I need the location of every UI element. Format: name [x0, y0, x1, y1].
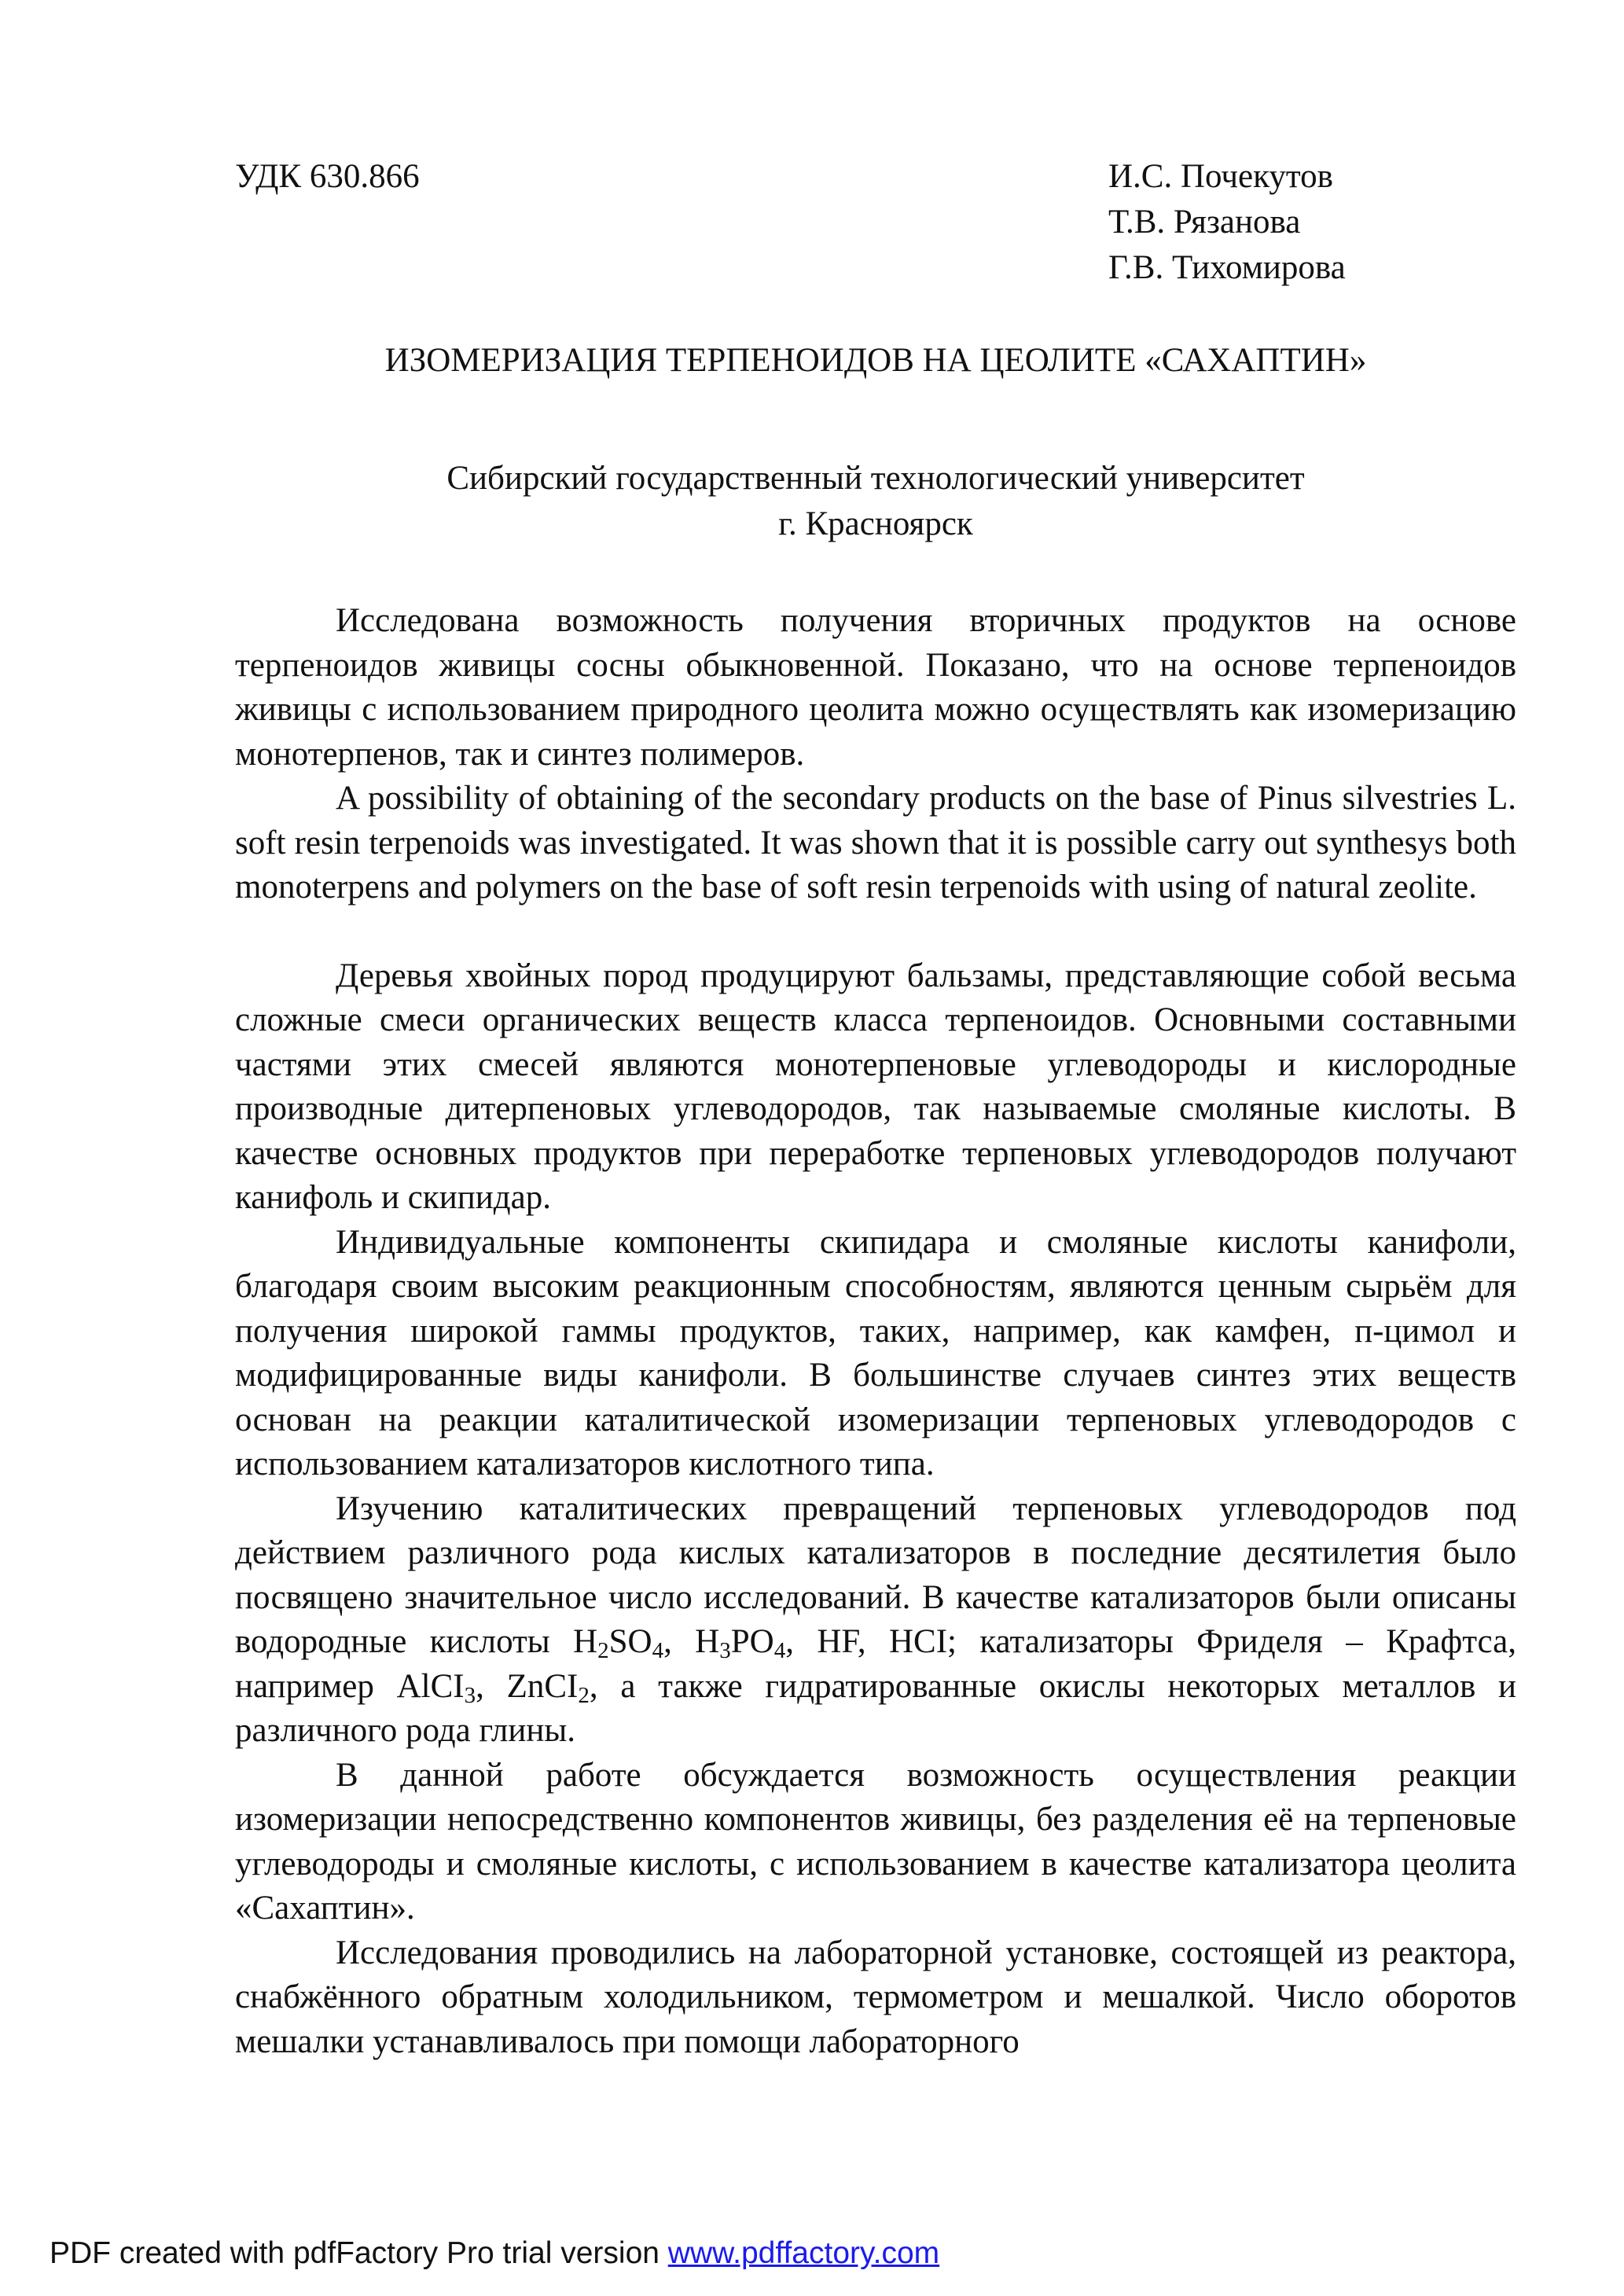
author-name: Г.В. Тихомирова — [1108, 249, 1346, 286]
abstract-ru: Исследована возможность получения вторичных продуктов на основе терпеноидов живицы сосны обыкновенной. Показано, что на основе терпеноидов живицы с использованием природного цеолита можно осуществлять как изомеризацию монотерпенов, так и синтез полимеров. — [235, 602, 1516, 773]
institution-name: Сибирский государственный технологический университет — [446, 460, 1305, 497]
text-run: , HF, HCI; катализаторы Фриделя – Крафтса, например AlCI — [235, 1623, 1516, 1705]
paragraph: Исследования проводились на лабораторной установке, состоящей из реактора, снабжённого обратным холодильником, термометром и мешалкой. Число оборотов мешалки устанавливалось при помощи лабораторного — [235, 1934, 1516, 2060]
paragraph: Деревья хвойных пород продуцируют бальзамы, представляющие собой весьма сложные смеси органических веществ класса терпеноидов. Основными составными частями этих смесей являются монотерпеновые углеводороды и кислородные производные дитерпеновых углеводородов, так называемые смоляные кислоты. В качестве основных продуктов при переработке терпеновых углеводородов получают канифоль и скипидар. — [235, 957, 1516, 1216]
paragraph: Индивидуальные компоненты скипидара и смоляные кислоты канифоли, благодаря своим высоким реакционным способностям, являются ценным сырьём для получения широкой гаммы продуктов, таких, например, как камфен, п-цимол и модифицированные виды канифоли. В большинстве случаев синтез этих веществ основан на реакции каталитической изомеризации терпеновых углеводородов с использованием катализаторов кислотного типа. — [235, 1223, 1516, 1482]
body-text — [235, 599, 1516, 2064]
subscript: 4 — [652, 1638, 664, 1663]
text-run: , ZnCI — [476, 1667, 579, 1705]
author-list — [1108, 154, 1346, 291]
paragraph: В данной работе обсуждается возможность осуществления реакции изомеризации непосредственно компонентов живицы, без разделения её на терпеновые углеводороды и смоляные кислоты, с использованием в качестве катализатора цеолита «Сахаптин». — [235, 1756, 1516, 1927]
pdffactory-link[interactable]: www.pdffactory.com — [667, 2236, 940, 2270]
paragraph-with-formulas — [235, 1487, 1516, 1754]
subscript: 3 — [719, 1638, 731, 1663]
footer-text: PDF created with pdfFactory Pro trial version — [50, 2236, 668, 2270]
text-run: SO — [608, 1623, 652, 1660]
author-name: Т.В. Рязанова — [1108, 204, 1301, 241]
text-run: , H — [663, 1623, 720, 1660]
author-name: И.С. Почекутов — [1108, 158, 1333, 195]
city-name: г. Красноярск — [778, 505, 973, 542]
text-run: Изучению каталитических превращений терпеновых углеводородов под действием различного рода кислых катализаторов в последние десятилетия было посвящено значительное число исследований. В качестве катализаторов были описаны водородные кислоты H — [235, 1490, 1516, 1660]
subscript: 4 — [773, 1638, 786, 1663]
text-run: PO — [730, 1623, 774, 1660]
pdf-watermark-footer — [50, 2235, 939, 2272]
abstract-en: A possibility of obtaining of the secondary products on the base of Pinus silvestries L. soft resin terpenoids was investigated. It was shown that it is possible carry out synthesys both monoterpens and polymers on the base of soft resin terpenoids with using of natural zeolite. — [235, 780, 1516, 906]
paper-title: ИЗОМЕРИЗАЦИЯ ТЕРПЕНОИДОВ НА ЦЕОЛИТЕ «САХАПТИН» — [384, 342, 1367, 379]
subscript: 2 — [597, 1638, 609, 1663]
text-run: , а также гидратированные окислы некоторых металлов и различного рода глины. — [235, 1667, 1516, 1749]
affiliation — [235, 456, 1516, 547]
subscript: 3 — [464, 1682, 476, 1708]
subscript: 2 — [578, 1682, 590, 1708]
udk-code: УДК 630.866 — [235, 158, 420, 195]
